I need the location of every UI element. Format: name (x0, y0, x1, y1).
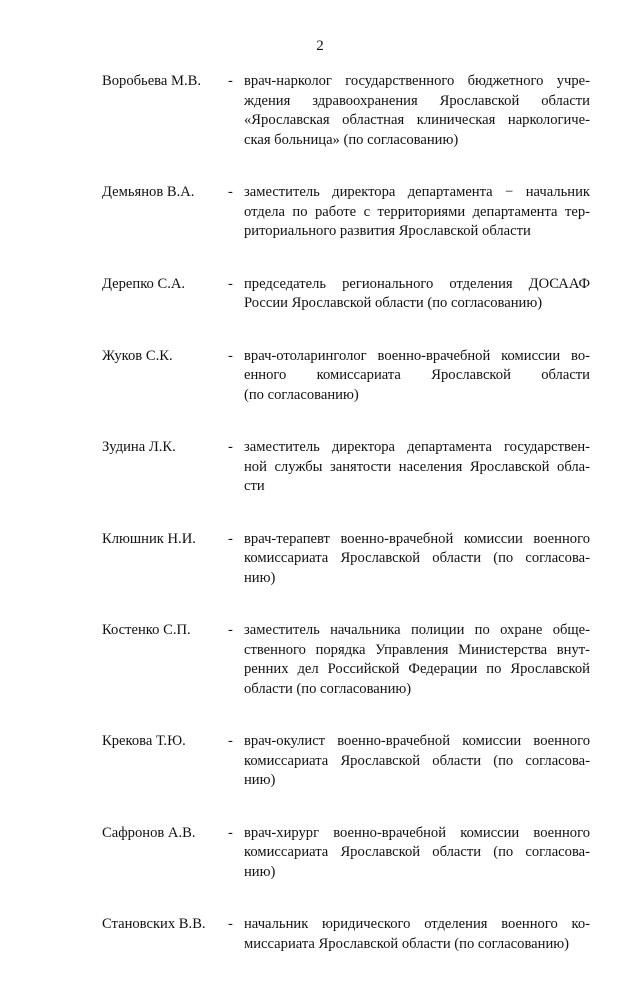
position-line: области (по согласованию) (244, 680, 412, 697)
position-line: врач-хирург военно-врачебной комиссии военного (244, 824, 590, 841)
dash-separator: - (228, 347, 233, 364)
member-position (244, 72, 590, 150)
position-line: нию) (244, 772, 276, 788)
member-name: Сафронов А.В. (102, 824, 196, 841)
member-name: Демьянов В.А. (102, 184, 195, 200)
position-line: (по согласованию) (244, 386, 359, 403)
member-name: Костенко С.П. (102, 622, 191, 638)
position-line: врач-отоларинголог военно-врачебной комиссии во- (244, 347, 590, 364)
position-line: врач-окулист военно-врачебной комиссии военного (244, 733, 590, 749)
position-line: миссариата Ярославской области (по согласованию) (244, 935, 570, 952)
list-item (102, 530, 590, 589)
list-item (102, 438, 590, 497)
member-position (244, 347, 590, 406)
member-position (244, 915, 590, 954)
dash-separator: - (228, 439, 233, 455)
member-name: Зудина Л.К. (102, 439, 176, 455)
position-line: комиссариата Ярославской области (по согласова- (244, 550, 590, 566)
page-number: 2 (316, 38, 324, 54)
list-item (102, 275, 590, 314)
dash-separator: - (228, 73, 233, 89)
member-name: Жуков С.К. (102, 347, 173, 364)
member-position (244, 438, 590, 497)
dash-separator: - (228, 622, 233, 638)
member-name: Дерепко С.А. (102, 275, 186, 292)
dash-separator: - (228, 275, 233, 292)
member-position (244, 824, 590, 883)
position-line: врач-нарколог государственного бюджетного учре- (244, 73, 590, 89)
member-position (244, 732, 590, 791)
position-line: ренних дел Российской Федерации по Ярославской (244, 661, 590, 677)
dash-separator: - (228, 184, 233, 200)
member-name: Крекова Т.Ю. (102, 733, 186, 749)
position-line: начальник юридического отделения военного ко- (244, 916, 590, 932)
position-line: нию) (244, 863, 276, 880)
position-line: заместитель директора департамента − начальник (244, 184, 590, 200)
member-list (102, 72, 590, 987)
position-line: сти (244, 478, 265, 494)
position-line: председатель регионального отделения ДОСААФ (244, 275, 590, 292)
position-line: отдела по работе с территориями департамента тер- (244, 203, 590, 220)
position-line: заместитель начальника полиции по охране обще- (244, 622, 590, 638)
list-item (102, 732, 590, 791)
list-item (102, 915, 590, 954)
position-line: ной службы занятости населения Ярославской обла- (244, 458, 590, 475)
position-line: «Ярославская областная клиническая наркологиче- (244, 112, 590, 128)
position-line: России Ярославской области (по согласованию) (244, 295, 543, 311)
position-line: ственного порядка Управления Министерства внут- (244, 641, 590, 658)
dash-separator: - (228, 733, 233, 749)
position-line: комиссариата Ярославской области (по согласова- (244, 752, 590, 769)
member-position (244, 275, 590, 314)
dash-separator: - (228, 824, 233, 841)
position-line: ждения здравоохранения Ярославской области (244, 92, 590, 109)
position-line: комиссариата Ярославской области (по согласова- (244, 844, 590, 860)
position-line: нию) (244, 569, 276, 586)
list-item (102, 347, 590, 406)
list-item (102, 72, 590, 150)
position-line: ская больница» (по согласованию) (244, 131, 459, 148)
member-position (244, 621, 590, 699)
member-position (244, 183, 590, 242)
position-line: заместитель директора департамента государствен- (244, 439, 590, 455)
member-position (244, 530, 590, 589)
member-name: Воробьева М.В. (102, 73, 202, 89)
dash-separator: - (228, 916, 233, 932)
member-name: Становских В.В. (102, 916, 206, 932)
position-line: енного комиссариата Ярославской области (244, 367, 590, 383)
position-line: врач-терапевт военно-врачебной комиссии военного (244, 530, 590, 547)
list-item (102, 824, 590, 883)
list-item (102, 621, 590, 699)
member-name: Клюшник Н.И. (102, 530, 196, 547)
dash-separator: - (228, 530, 233, 547)
position-line: риториального развития Ярославской области (244, 223, 531, 239)
list-item (102, 183, 590, 242)
